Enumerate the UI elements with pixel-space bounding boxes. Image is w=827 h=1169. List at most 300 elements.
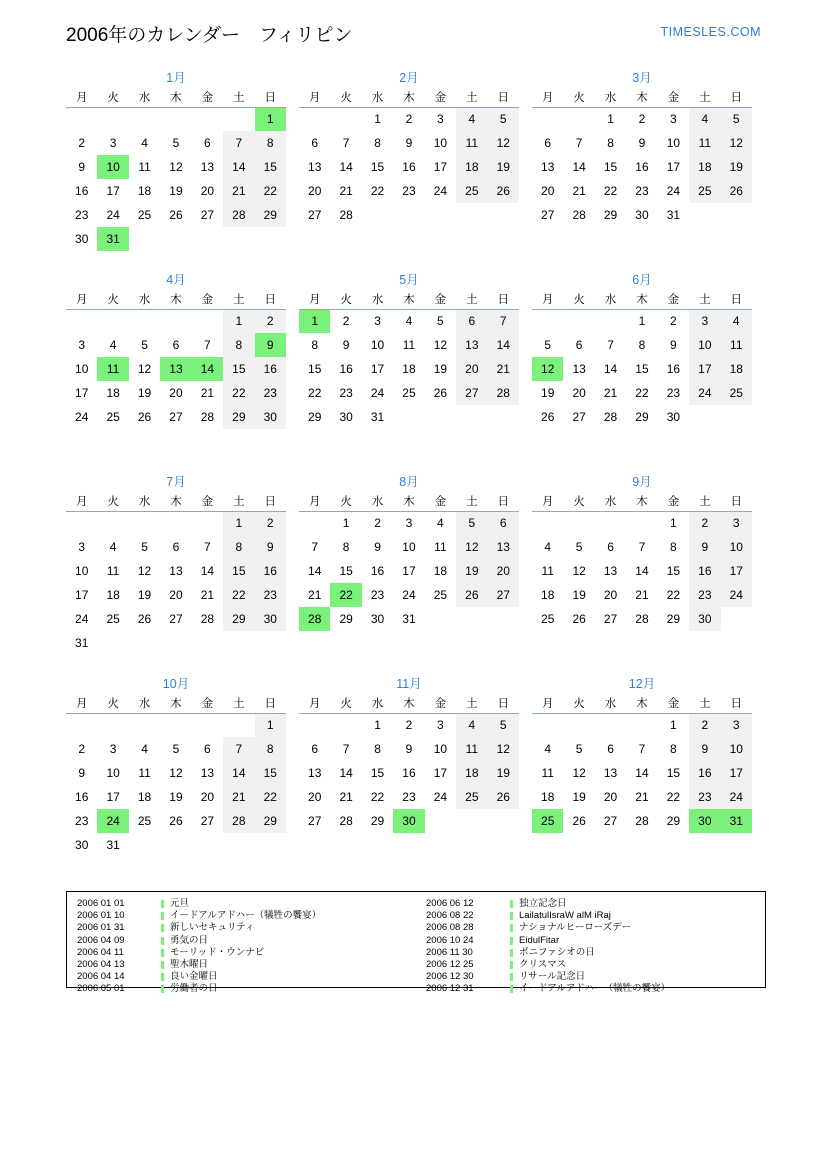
empty-day-cell xyxy=(255,227,286,251)
day-cell: 17 xyxy=(689,357,720,381)
day-cell: 18 xyxy=(721,357,752,381)
weekday-header: 木 xyxy=(626,492,657,511)
day-cell: 19 xyxy=(169,184,183,198)
week-row xyxy=(66,607,286,631)
day-cell: 12 xyxy=(572,766,586,780)
day-cell: 9 xyxy=(78,766,86,780)
week-row xyxy=(299,607,519,631)
week-row xyxy=(299,107,519,131)
month-title: 11月 xyxy=(396,677,422,691)
weekday-header: 金 xyxy=(425,88,456,107)
empty-day-cell xyxy=(456,809,487,833)
day-cell: 23 xyxy=(75,208,89,222)
day-cell: 4 xyxy=(141,742,148,756)
day-cell: 4 xyxy=(141,136,148,150)
holiday-day-cell: 24 xyxy=(97,809,128,833)
day-cell: 9 xyxy=(405,136,413,150)
month-table xyxy=(66,492,286,655)
empty-day-cell xyxy=(223,227,254,251)
holiday-color-swatch-icon xyxy=(510,924,513,932)
day-cell: 12 xyxy=(572,564,586,578)
day-cell: 29 xyxy=(339,612,353,626)
weekday-header-row xyxy=(299,290,519,309)
day-cell: 13 xyxy=(488,535,519,559)
empty-day-cell xyxy=(689,405,720,429)
day-cell: 2 xyxy=(374,516,381,531)
day-cell: 2 xyxy=(638,112,646,127)
day-cell: 5 xyxy=(141,338,148,352)
holiday-name: 勇気の日 xyxy=(170,934,209,946)
holiday-entry xyxy=(77,971,416,983)
week-row xyxy=(299,333,519,357)
weekday-header: 水 xyxy=(129,88,160,107)
holiday-name: LailatulIsraW alM iRaj xyxy=(519,910,611,922)
holiday-name: クリスマス xyxy=(519,958,567,970)
day-cell: 4 xyxy=(109,540,117,554)
day-cell: 26 xyxy=(488,785,519,809)
day-cell: 24 xyxy=(721,583,752,607)
month-block xyxy=(299,68,519,270)
day-cell: 12 xyxy=(137,564,152,578)
day-cell: 3 xyxy=(109,742,117,756)
day-cell: 19 xyxy=(137,588,152,602)
day-cell: 10 xyxy=(106,766,120,780)
empty-day-cell xyxy=(129,511,160,535)
day-cell: 31 xyxy=(370,410,385,424)
day-cell: 26 xyxy=(572,814,586,828)
holiday-day-cell: 13 xyxy=(160,357,191,381)
day-cell: 15 xyxy=(666,766,681,780)
day-cell: 30 xyxy=(339,410,353,424)
holiday-date: 2006 01 01 xyxy=(77,898,125,909)
day-cell: 7 xyxy=(575,136,583,150)
day-cell: 7 xyxy=(342,136,350,150)
day-cell: 16 xyxy=(255,357,286,381)
day-cell: 10 xyxy=(75,362,89,376)
week-row xyxy=(66,227,286,251)
holiday-list-right xyxy=(416,898,765,995)
day-cell: 29 xyxy=(603,208,618,222)
day-cell: 6 xyxy=(575,338,583,352)
day-cell: 16 xyxy=(635,160,649,174)
day-cell: 24 xyxy=(370,386,385,400)
day-cell: 5 xyxy=(488,107,519,131)
weekday-header: 月 xyxy=(532,492,563,511)
day-cell: 24 xyxy=(433,184,448,198)
day-cell: 3 xyxy=(78,540,86,554)
day-cell: 28 xyxy=(339,208,353,222)
day-cell: 17 xyxy=(75,386,89,400)
day-cell: 14 xyxy=(635,766,649,780)
empty-day-cell xyxy=(192,309,223,333)
day-cell: 26 xyxy=(169,814,183,828)
holiday-color-swatch-icon xyxy=(510,912,513,920)
weekday-header: 土 xyxy=(456,88,487,107)
day-cell: 29 xyxy=(223,405,254,429)
day-cell: 20 xyxy=(603,588,618,602)
day-cell: 12 xyxy=(488,131,519,155)
day-cell: 4 xyxy=(456,713,487,737)
weekday-header: 木 xyxy=(393,694,424,713)
day-cell: 21 xyxy=(200,386,215,400)
day-cell: 6 xyxy=(172,540,180,554)
day-cell: 13 xyxy=(456,333,487,357)
empty-day-cell xyxy=(488,809,519,833)
weekday-header: 火 xyxy=(330,694,361,713)
month-block xyxy=(532,472,752,674)
holiday-color-swatch-icon xyxy=(510,937,513,945)
weekday-header: 日 xyxy=(488,694,519,713)
day-cell: 15 xyxy=(255,155,286,179)
day-cell: 8 xyxy=(255,737,286,761)
day-cell: 2 xyxy=(78,136,86,150)
empty-day-cell xyxy=(223,833,254,857)
day-cell: 23 xyxy=(255,381,286,405)
week-row xyxy=(299,583,519,607)
empty-day-cell xyxy=(595,309,626,333)
empty-day-cell xyxy=(223,107,254,131)
holiday-color-swatch-icon xyxy=(161,961,164,969)
day-cell: 13 xyxy=(308,766,322,780)
day-cell: 19 xyxy=(433,362,448,376)
page-title: 2006年のカレンダー フィリピン xyxy=(66,25,353,46)
day-cell: 22 xyxy=(223,381,254,405)
weekday-header: 月 xyxy=(299,88,330,107)
weekday-header: 月 xyxy=(66,492,97,511)
holiday-day-cell: 30 xyxy=(689,809,720,833)
weekday-header: 水 xyxy=(362,492,393,511)
weekday-header-row xyxy=(299,492,519,511)
empty-day-cell xyxy=(192,833,223,857)
empty-day-cell xyxy=(425,405,456,429)
day-cell: 23 xyxy=(689,785,720,809)
weekday-header: 金 xyxy=(658,694,689,713)
day-cell: 8 xyxy=(342,540,350,554)
weekday-header: 日 xyxy=(721,88,752,107)
holiday-name: EidulFitar xyxy=(519,934,560,946)
day-cell: 2 xyxy=(342,314,350,329)
day-cell: 15 xyxy=(370,160,385,174)
page-header xyxy=(0,0,827,52)
day-cell: 22 xyxy=(666,588,681,602)
weekday-header: 木 xyxy=(160,694,191,713)
week-row xyxy=(532,405,752,429)
week-row xyxy=(299,405,519,429)
day-cell: 17 xyxy=(721,559,752,583)
day-cell: 22 xyxy=(666,790,681,804)
day-cell: 22 xyxy=(223,583,254,607)
week-row xyxy=(532,559,752,583)
weekday-header: 日 xyxy=(255,492,286,511)
day-cell: 27 xyxy=(169,612,183,626)
empty-day-cell xyxy=(595,511,626,535)
day-cell: 9 xyxy=(78,160,86,174)
empty-day-cell xyxy=(488,405,519,429)
week-row xyxy=(66,559,286,583)
day-cell: 6 xyxy=(311,742,319,756)
day-cell: 17 xyxy=(666,160,681,174)
day-cell: 22 xyxy=(370,790,385,804)
holiday-date: 2006 10 24 xyxy=(426,934,474,946)
holiday-entry xyxy=(77,922,416,934)
holiday-entry xyxy=(426,898,765,910)
weekday-header: 土 xyxy=(223,88,254,107)
week-row xyxy=(299,155,519,179)
day-cell: 24 xyxy=(75,612,89,626)
day-cell: 29 xyxy=(370,814,385,828)
empty-day-cell xyxy=(129,631,160,655)
weekday-header: 金 xyxy=(425,694,456,713)
holiday-color-swatch-icon xyxy=(510,961,513,969)
weekday-header: 木 xyxy=(393,290,424,309)
day-cell: 6 xyxy=(311,136,319,150)
day-cell: 26 xyxy=(169,208,183,222)
week-row xyxy=(299,511,519,535)
week-row xyxy=(66,179,286,203)
holiday-color-swatch-icon xyxy=(510,985,513,993)
empty-day-cell xyxy=(129,713,160,737)
month-table xyxy=(299,290,519,429)
empty-day-cell xyxy=(721,405,752,429)
month-title: 7月 xyxy=(166,475,186,489)
day-cell: 31 xyxy=(402,612,416,626)
empty-day-cell xyxy=(223,713,254,737)
empty-day-cell xyxy=(192,227,223,251)
empty-day-cell xyxy=(66,511,97,535)
empty-day-cell xyxy=(97,631,128,655)
empty-day-cell xyxy=(488,607,519,631)
weekday-header: 日 xyxy=(721,492,752,511)
day-cell: 10 xyxy=(75,564,89,578)
weekday-header: 火 xyxy=(97,694,128,713)
holiday-entry xyxy=(77,947,416,959)
empty-day-cell xyxy=(66,309,97,333)
day-cell: 10 xyxy=(370,338,385,352)
weekday-header: 金 xyxy=(658,492,689,511)
day-cell: 26 xyxy=(721,179,752,203)
holiday-entry xyxy=(426,983,765,995)
day-cell: 27 xyxy=(456,381,487,405)
weekday-header: 土 xyxy=(456,492,487,511)
holiday-entry xyxy=(77,935,416,947)
empty-day-cell xyxy=(532,511,563,535)
empty-day-cell xyxy=(626,713,657,737)
day-cell: 20 xyxy=(603,790,618,804)
holiday-name: リサール記念日 xyxy=(519,971,586,983)
day-cell: 10 xyxy=(402,540,416,554)
holiday-day-cell: 1 xyxy=(299,309,330,333)
day-cell: 6 xyxy=(204,742,211,756)
day-cell: 16 xyxy=(370,564,385,578)
holiday-color-swatch-icon xyxy=(161,900,164,908)
day-cell: 30 xyxy=(689,607,720,631)
holiday-day-cell: 1 xyxy=(255,107,286,131)
day-cell: 12 xyxy=(169,766,183,780)
day-cell: 21 xyxy=(200,588,215,602)
month-title: 8月 xyxy=(399,475,419,489)
month-table xyxy=(532,290,752,429)
day-cell: 14 xyxy=(223,761,254,785)
month-table xyxy=(299,694,519,833)
day-cell: 2 xyxy=(405,718,413,733)
holiday-color-swatch-icon xyxy=(161,949,164,957)
day-cell: 10 xyxy=(666,136,681,150)
holiday-date: 2006 12 25 xyxy=(426,958,474,970)
day-cell: 17 xyxy=(370,362,385,376)
week-row xyxy=(66,833,286,857)
day-cell: 18 xyxy=(137,184,152,198)
weekday-header: 土 xyxy=(689,492,720,511)
day-cell: 1 xyxy=(670,516,677,531)
weekday-header: 火 xyxy=(330,492,361,511)
week-row xyxy=(532,607,752,631)
holiday-entry xyxy=(426,922,765,934)
holiday-entry xyxy=(77,898,416,910)
holiday-date: 2006 06 12 xyxy=(426,898,474,909)
empty-day-cell xyxy=(97,309,128,333)
day-cell: 7 xyxy=(638,742,646,756)
weekday-header: 火 xyxy=(563,290,594,309)
month-title: 12月 xyxy=(628,677,656,691)
day-cell: 11 xyxy=(456,131,487,155)
holiday-name: ボニファシオの日 xyxy=(519,946,595,958)
day-cell: 1 xyxy=(374,718,381,733)
day-cell: 28 xyxy=(223,203,254,227)
day-cell: 29 xyxy=(255,203,286,227)
day-cell: 11 xyxy=(541,564,554,578)
day-cell: 5 xyxy=(575,540,583,554)
holiday-name: モーリッド・ウンナビ xyxy=(170,946,265,958)
day-cell: 13 xyxy=(200,766,215,780)
empty-day-cell xyxy=(160,309,191,333)
day-cell: 4 xyxy=(721,309,752,333)
day-cell: 26 xyxy=(488,179,519,203)
holiday-name: 元旦 xyxy=(170,898,190,909)
day-cell: 7 xyxy=(638,540,646,554)
day-cell: 22 xyxy=(370,184,385,198)
day-cell: 21 xyxy=(635,588,649,602)
weekday-header: 月 xyxy=(299,290,330,309)
day-cell: 15 xyxy=(223,559,254,583)
empty-day-cell xyxy=(97,107,128,131)
week-row xyxy=(532,131,752,155)
weekday-header: 月 xyxy=(66,694,97,713)
day-cell: 9 xyxy=(670,338,677,352)
day-cell: 19 xyxy=(169,790,183,804)
day-cell: 25 xyxy=(433,588,448,602)
day-cell: 25 xyxy=(689,179,720,203)
day-cell: 10 xyxy=(433,742,448,756)
day-cell: 16 xyxy=(339,362,353,376)
day-cell: 3 xyxy=(721,713,752,737)
holiday-color-swatch-icon xyxy=(161,985,164,993)
day-cell: 31 xyxy=(106,838,120,852)
holiday-date: 2006 01 31 xyxy=(77,922,125,934)
empty-day-cell xyxy=(362,203,393,227)
day-cell: 21 xyxy=(572,184,586,198)
empty-day-cell xyxy=(393,405,424,429)
empty-day-cell xyxy=(532,309,563,333)
month-title: 5月 xyxy=(399,273,419,287)
month-block xyxy=(66,674,286,876)
day-cell: 15 xyxy=(603,160,618,174)
day-cell: 23 xyxy=(666,386,681,400)
week-row xyxy=(532,511,752,535)
day-cell: 18 xyxy=(402,362,416,376)
day-cell: 9 xyxy=(255,535,286,559)
day-cell: 19 xyxy=(541,386,555,400)
day-cell: 9 xyxy=(689,535,720,559)
month-block xyxy=(532,270,752,472)
month-block xyxy=(299,674,519,876)
weekday-header: 水 xyxy=(362,88,393,107)
holiday-entry xyxy=(77,910,416,922)
day-cell: 16 xyxy=(689,761,720,785)
holiday-day-cell: 22 xyxy=(330,583,361,607)
weekday-header: 日 xyxy=(255,290,286,309)
empty-day-cell xyxy=(160,227,191,251)
weekday-header: 火 xyxy=(563,694,594,713)
day-cell: 21 xyxy=(635,790,649,804)
day-cell: 10 xyxy=(721,535,752,559)
holiday-entry xyxy=(77,983,416,995)
day-cell: 2 xyxy=(689,511,720,535)
day-cell: 25 xyxy=(456,785,487,809)
day-cell: 11 xyxy=(456,737,487,761)
week-row xyxy=(66,583,286,607)
day-cell: 3 xyxy=(437,112,444,127)
day-cell: 17 xyxy=(106,184,120,198)
empty-day-cell xyxy=(330,107,361,131)
day-cell: 11 xyxy=(434,540,447,554)
week-row xyxy=(532,737,752,761)
day-cell: 11 xyxy=(721,333,752,357)
weekday-header: 月 xyxy=(299,492,330,511)
day-cell: 11 xyxy=(402,338,416,352)
day-cell: 9 xyxy=(638,136,646,150)
empty-day-cell xyxy=(160,833,191,857)
day-cell: 24 xyxy=(75,410,89,424)
day-cell: 18 xyxy=(433,564,448,578)
day-cell: 27 xyxy=(541,208,555,222)
day-cell: 22 xyxy=(255,179,286,203)
week-row xyxy=(532,155,752,179)
weekday-header: 木 xyxy=(393,88,424,107)
weekday-header-row xyxy=(66,88,286,107)
day-cell: 3 xyxy=(437,718,444,733)
day-cell: 23 xyxy=(689,583,720,607)
day-cell: 17 xyxy=(433,766,448,780)
day-cell: 10 xyxy=(433,136,448,150)
day-cell: 23 xyxy=(370,588,385,602)
week-row xyxy=(299,131,519,155)
day-cell: 8 xyxy=(607,136,614,150)
month-title: 2月 xyxy=(399,71,419,85)
day-cell: 16 xyxy=(689,559,720,583)
week-row xyxy=(66,357,286,381)
day-cell: 27 xyxy=(200,208,215,222)
day-cell: 27 xyxy=(603,612,618,626)
day-cell: 27 xyxy=(200,814,215,828)
day-cell: 18 xyxy=(106,386,120,400)
holiday-entry xyxy=(426,971,765,983)
day-cell: 1 xyxy=(670,718,677,733)
weekday-header: 木 xyxy=(160,88,191,107)
day-cell: 19 xyxy=(721,155,752,179)
empty-day-cell xyxy=(721,607,752,631)
day-cell: 15 xyxy=(339,564,353,578)
holiday-date: 2006 08 22 xyxy=(426,910,474,922)
